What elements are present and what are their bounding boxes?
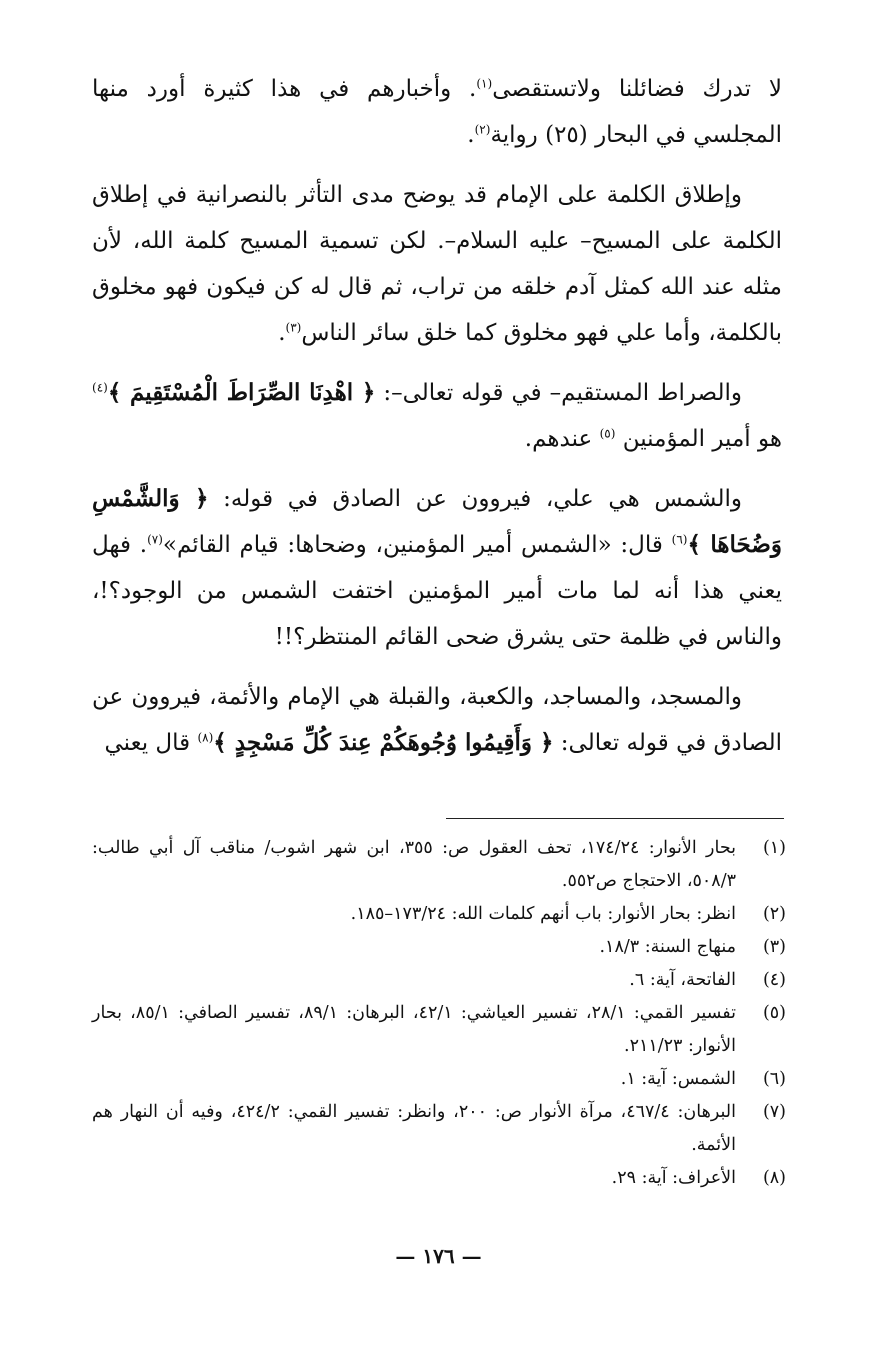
- footnote-text: البرهان: ٤٦٧/٤، مرآة الأنوار ص: ٢٠٠، وانظر: تفسير القمي: ٤٢٤/٢، وفيه أن النهار هم الأئمة.: [92, 1102, 736, 1155]
- footnote-ref: (٦): [671, 532, 688, 547]
- paragraph: [92, 370, 782, 462]
- page-number: — ١٧٦ —: [395, 1244, 482, 1268]
- text-run: قال يعني: [104, 730, 198, 756]
- footnote-number: (٦): [762, 1069, 786, 1089]
- paragraph: [92, 172, 782, 356]
- paragraph: [92, 674, 782, 766]
- text-run: .: [467, 122, 475, 148]
- footnote-text: الشمس: آية: ١.: [620, 1069, 736, 1089]
- quran-quote: ﴿ اهْدِنَا الصِّرَاطَ الْمُسْتَقِيمَ ﴾: [107, 379, 376, 406]
- text-run: عندهم.: [524, 426, 600, 452]
- quran-quote: ﴿ وَالشَّمْسِ وَضُحَاهَا ﴾: [92, 485, 782, 558]
- footnote-number: (٤): [762, 970, 786, 990]
- footnote-ref: (١): [476, 76, 493, 91]
- footnote-ref: (٢): [474, 122, 491, 137]
- footnote-text: تفسير القمي: ٢٨/١، تفسير العياشي: ٤٢/١، البرهان: ٨٩/١، تفسير الصافي: ٨٥/١، بحار الأنوار: ٢١١/٢٣.: [92, 1003, 736, 1056]
- footnote-ref: (٧): [147, 532, 163, 547]
- text-run: هو أمير المؤمنين: [615, 426, 782, 452]
- footnote-number: (٢): [762, 904, 786, 924]
- text-run: والشمس هي علي، فيروون عن الصادق في قوله:: [208, 486, 742, 512]
- footnote-text: بحار الأنوار: ١٧٤/٢٤، تحف العقول ص: ٣٥٥، ابن شهر اشوب/ مناقب آل أبي طالب: ٥٠٨/٣، الاحتجاج ص٥٥٢.: [92, 838, 736, 891]
- text-run: والصراط المستقيم– في قوله تعالى–:: [375, 380, 742, 406]
- footnote-number: (٧): [762, 1102, 786, 1122]
- footnote-number: (١): [762, 838, 786, 858]
- text-run: . فهل يعني هذا أنه لما مات أمير المؤمنين اختفت الشمس من الوجود؟!، والناس في ظلمة حتى يشرق ضحى القائم المنتظر؟!!: [92, 532, 782, 650]
- body-text: [92, 66, 782, 766]
- footnote-text: انظر: بحار الأنوار: باب أنهم كلمات الله: ١٧٣/٢٤–١٨٥.: [350, 904, 736, 924]
- footnote: [92, 1162, 786, 1195]
- paragraph: [92, 66, 782, 158]
- footnote: [92, 1063, 786, 1096]
- footnotes: [92, 832, 786, 1195]
- text-run: والمسجد، والمساجد، والكعبة، والقبلة هي الإمام والأئمة، فيروون عن الصادق في قوله تعالى:: [92, 684, 782, 756]
- footnote: [92, 931, 786, 964]
- footnote: [92, 832, 786, 898]
- footnote-number: (٥): [762, 1003, 786, 1023]
- footnote-number: (٣): [762, 937, 786, 957]
- footnote: [92, 997, 786, 1063]
- footnote: [92, 964, 786, 997]
- footnote-number: (٨): [762, 1168, 786, 1188]
- footnote-ref: (٣): [285, 320, 302, 335]
- text-run: . وأخبارهم في هذا كثيرة أورد منها المجلسي في البحار (٢٥) رواية: [92, 76, 782, 148]
- text-run: لا تدرك فضائلنا ولاتستقصى: [492, 76, 782, 102]
- footnote-text: منهاج السنة: ١٨/٣.: [599, 937, 736, 957]
- footnote: [92, 1096, 786, 1162]
- footnote-ref: (٥): [599, 426, 616, 441]
- footnote-divider: [446, 818, 784, 819]
- footnote-ref: (٨): [197, 730, 214, 745]
- footnote-text: الأعراف: آية: ٢٩.: [611, 1168, 736, 1188]
- footnote: [92, 898, 786, 931]
- paragraph: [92, 476, 782, 660]
- footnote-text: الفاتحة، آية: ٦.: [629, 970, 736, 990]
- text-run: .: [278, 320, 286, 346]
- text-run: قال: «الشمس أمير المؤمنين، وضحاها: قيام القائم»: [162, 532, 672, 558]
- text-run: وإطلاق الكلمة على الإمام قد يوضح مدى التأثر بالنصرانية في إطلاق الكلمة على المسيح– عليه السلام–. لكن تسمية المسيح كلمة الله، لأن مثله عند الله كمثل آدم خلقه من تراب، ثم قال له كن فيكون فهو مخلوق بالكلمة، وأما علي فهو مخلوق كما خلق سائر الناس: [92, 182, 782, 346]
- footnote-ref: (٤): [92, 380, 108, 395]
- quran-quote: ﴿ وَأَقِيمُوا وُجُوهَكُمْ عِندَ كُلِّ مَسْجِدٍ ﴾: [213, 729, 554, 756]
